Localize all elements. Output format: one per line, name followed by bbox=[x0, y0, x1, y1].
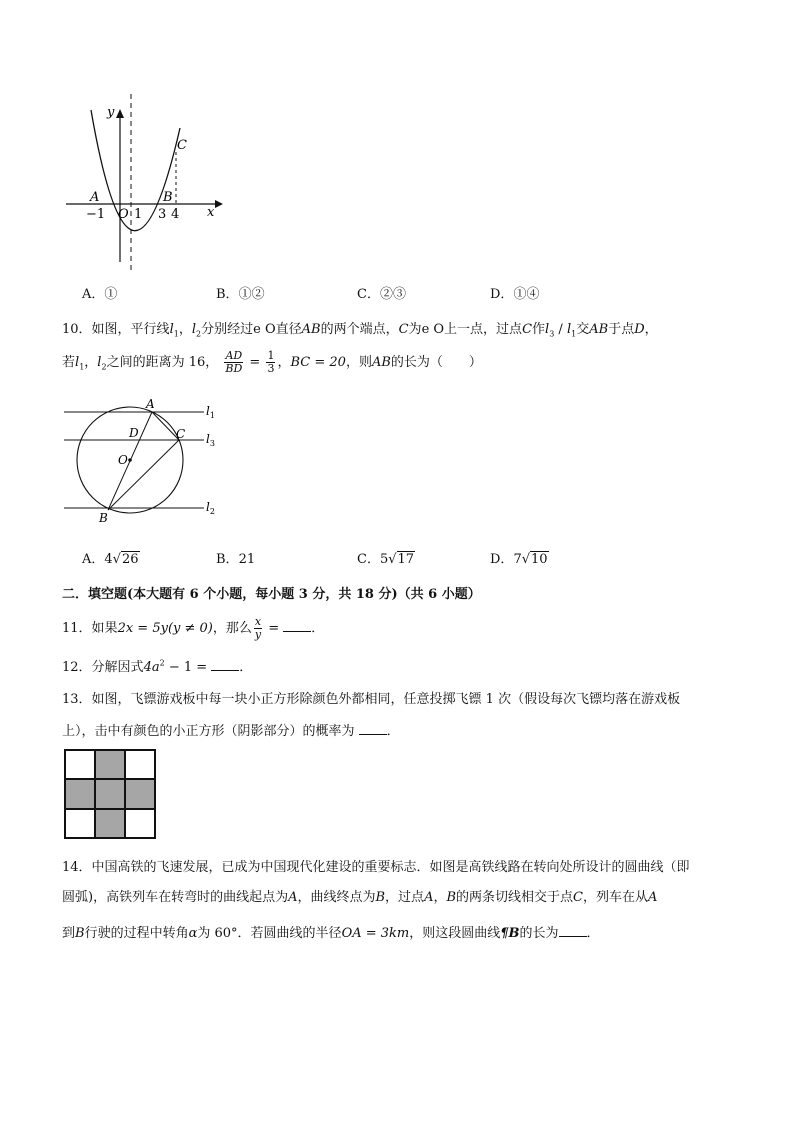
x-label: x bbox=[207, 205, 215, 220]
label-d: D bbox=[129, 426, 139, 440]
tick-1: 1 bbox=[134, 207, 143, 222]
y-axis-arrow bbox=[116, 109, 124, 118]
circle-figure bbox=[60, 396, 230, 528]
x-axis-arrow bbox=[215, 200, 223, 208]
dartboard-grid bbox=[64, 749, 156, 839]
q11-line: 11．如果2x = 5y(y ≠ 0)，那么 $\frac{x}{y}$ = ． bbox=[62, 615, 325, 641]
y-label: y bbox=[107, 105, 115, 120]
q10-option-b: B．21 bbox=[216, 552, 256, 567]
chord-ac bbox=[152, 412, 179, 440]
label-l2: $l_2$ bbox=[206, 500, 215, 516]
a-label: A bbox=[90, 190, 100, 205]
q10-option-d: D．7√10 bbox=[490, 552, 548, 567]
q9-option-a: A．① bbox=[82, 287, 118, 302]
grid-cell-shaded bbox=[95, 779, 125, 808]
q10-line2: 若$l_1$，$l_2$之间的距离为 16， $\frac{AD}{BD}$ = $\frac{1}{3}$ ，BC = 20，则AB的长为（ ） bbox=[62, 349, 482, 375]
chord-bc bbox=[108, 440, 179, 510]
section-2-title: 二．填空题(本大题有 6 个小题，每小题 3 分，共 18 分)（共 6 小题） bbox=[62, 587, 481, 602]
grid-cell-shaded bbox=[95, 809, 125, 838]
label-a: A bbox=[146, 397, 155, 411]
tick-3: 3 bbox=[158, 207, 167, 222]
grid-cell-empty bbox=[125, 750, 155, 779]
label-b: B bbox=[99, 511, 108, 525]
tick-4: 4 bbox=[171, 207, 180, 222]
q11-fraction-x-y: $\frac{x}{y}$ bbox=[254, 615, 262, 641]
q9-option-b: B．①② bbox=[216, 287, 265, 302]
q14-answer-blank[interactable] bbox=[559, 924, 587, 937]
q10-option-a: A．4√26 bbox=[82, 552, 139, 567]
b-label: B bbox=[163, 190, 173, 205]
grid-cell-empty bbox=[65, 809, 95, 838]
q10-fraction-1-3: $\frac{1}{3}$ bbox=[267, 349, 275, 375]
o-label: O bbox=[118, 207, 129, 222]
q12-answer-blank[interactable] bbox=[211, 658, 239, 671]
label-o: O bbox=[118, 453, 128, 467]
label-l3: $l_3$ bbox=[206, 432, 215, 448]
grid-cell-empty bbox=[125, 809, 155, 838]
q13-answer-blank[interactable] bbox=[359, 722, 387, 735]
grid-cell-empty bbox=[65, 750, 95, 779]
q9-option-d: D．①④ bbox=[490, 287, 540, 302]
grid-cell-shaded bbox=[65, 779, 95, 808]
tick-minus1: −1 bbox=[86, 207, 106, 222]
label-l1: $l_1$ bbox=[206, 404, 215, 420]
q10-fraction-ad-bd: $\frac{AD}{BD}$ bbox=[225, 349, 243, 375]
grid-cell-shaded bbox=[95, 750, 125, 779]
q12-line: 12．分解因式$4a^2 - 1$ = ． bbox=[62, 658, 253, 675]
label-c: C bbox=[176, 427, 186, 441]
q14-line2: 圆弧)，高铁列车在转弯时的曲线起点为A，曲线终点为B，过点A，B的两条切线相交于点C，列车在从A bbox=[62, 890, 658, 905]
q10-option-c: C．5√17 bbox=[357, 552, 415, 567]
c-label: C bbox=[177, 138, 187, 153]
center-dot bbox=[128, 458, 132, 462]
parabola-figure bbox=[60, 92, 230, 274]
q11-answer-blank[interactable] bbox=[283, 619, 311, 632]
grid-cell-shaded bbox=[125, 779, 155, 808]
q13-line1: 13．如图，飞镖游戏板中每一块小正方形除颜色外都相同，任意投掷飞镖 1 次（假设每次飞镖均落在游戏板 bbox=[62, 692, 681, 707]
q14-line1: 14．中国高铁的飞速发展，已成为中国现代化建设的重要标志．如图是高铁线路在转向处所设计的圆曲线（即 bbox=[62, 860, 690, 875]
q14-line3: 到B行驶的过程中转角α为 60°．若圆曲线的半径OA = 3km，则这段圆曲线¶B的长为 ． bbox=[62, 926, 600, 941]
q9-option-c: C．②③ bbox=[357, 287, 406, 302]
q13-line2: 上），击中有颜色的小正方形（阴影部分）的概率为 ． bbox=[62, 724, 400, 739]
q10-line1: 10．如图，平行线$l_1$，$l_2$分别经过e O直径AB的两个端点，C为e O上一点，过点C作$l_3 / l_1$交AB于点D， bbox=[62, 322, 658, 339]
